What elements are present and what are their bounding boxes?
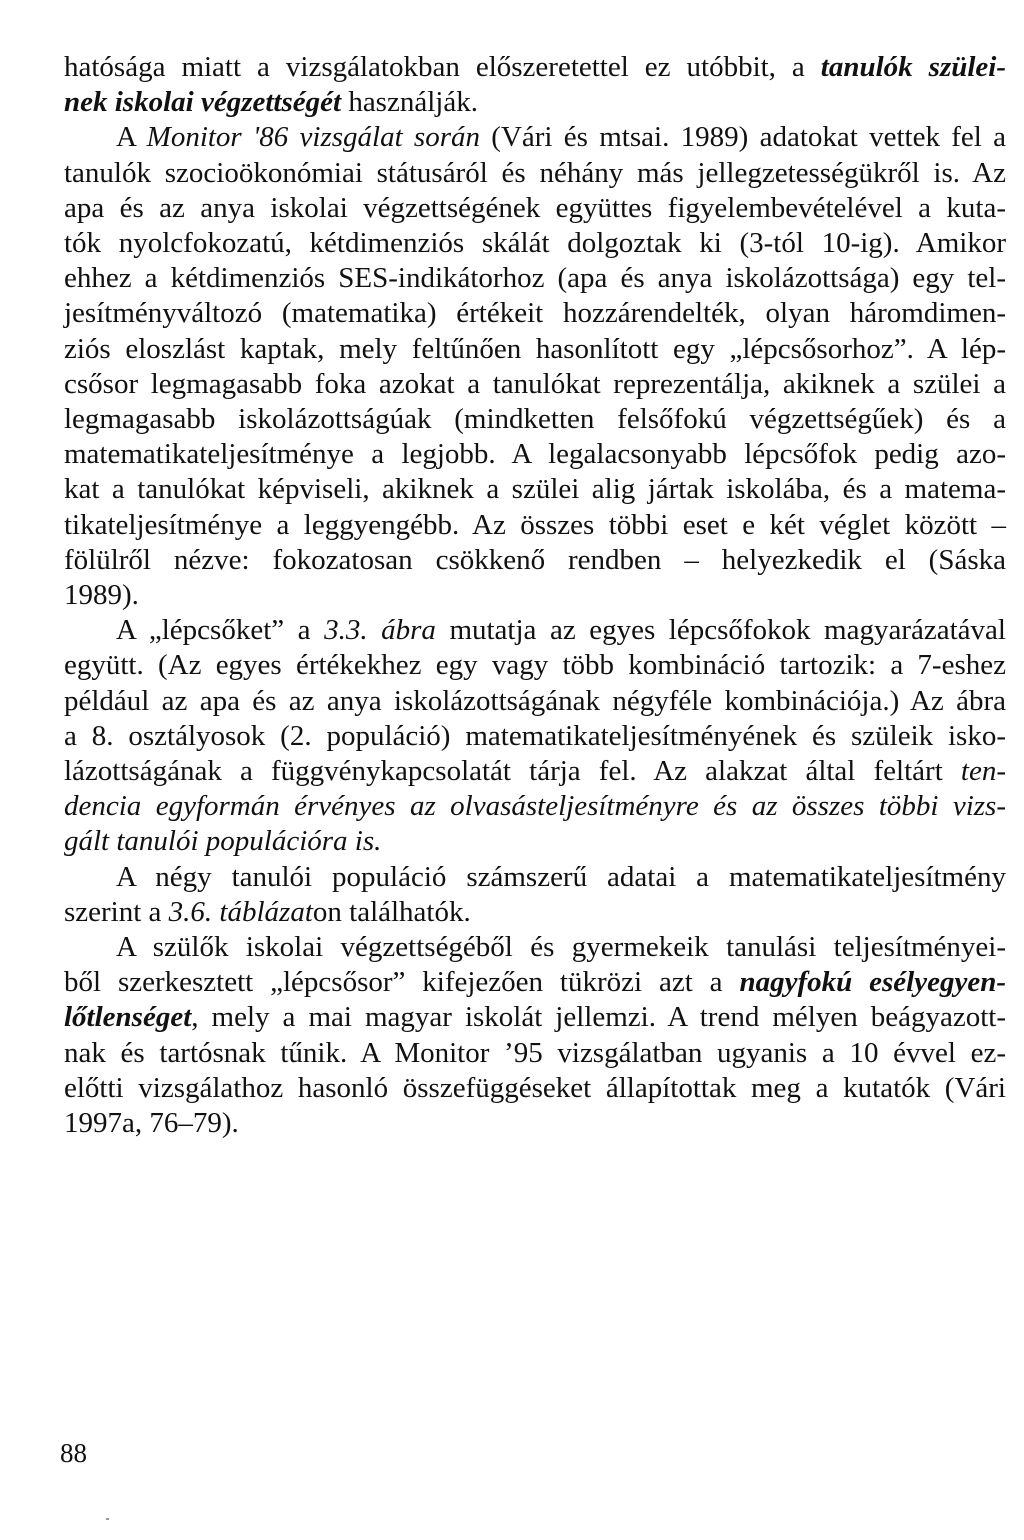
text-run: matematikateljesítménye a legjobb. A legalacsonyabb lépcsőfok pedig azo- — [64, 438, 1006, 471]
text-line — [64, 508, 1006, 543]
page-number: 88 — [60, 1438, 87, 1468]
text-run: jesítményváltozó (matematika) értékeit hozzárendelték, olyan háromdimen- — [64, 297, 1006, 330]
text-run: együtt. (Az egyes értékekhez egy vagy több kombináció tartozik: a 7-eshez — [64, 649, 1006, 682]
text-run: A — [116, 121, 147, 154]
text-run: tók nyolcfokozatú, kétdimenziós skálát dolgoztak ki (3-tól 10-ig). Amikor — [64, 227, 1006, 260]
text-line — [64, 789, 1006, 824]
text-run: mutatja az egyes lépcsőfokok magyarázatával — [435, 614, 1006, 647]
text-line — [64, 1036, 1006, 1071]
text-run: A négy tanulói populáció számszerű adatai a matematikateljesítmény — [116, 860, 1006, 893]
text-run: 1989). — [64, 579, 139, 612]
italic-emphasis: 3.3. ábra — [324, 614, 436, 647]
text-run: , mely a mai magyar iskolát jellemzi. A trend mélyen beágyazott- — [191, 1001, 1006, 1034]
text-run: használják. — [341, 86, 478, 119]
text-line — [64, 578, 1006, 613]
text-line — [64, 930, 1006, 965]
text-line — [64, 402, 1006, 437]
text-line — [64, 226, 1006, 261]
text-line — [64, 684, 1006, 719]
text-run: fölülről nézve: fokozatosan csökkenő rendben – helyezkedik el (Sáska — [64, 543, 1006, 576]
text-line — [64, 296, 1006, 331]
italic-emphasis: ten- — [960, 755, 1006, 788]
text-line — [64, 261, 1006, 296]
scan-speck — [106, 1518, 109, 1520]
text-run: szerint a — [64, 895, 169, 928]
text-line — [64, 754, 1006, 789]
text-line — [64, 824, 1006, 859]
text-run: tikateljesítménye a leggyengébb. Az összes többi eset e két véglet között – — [64, 508, 1006, 541]
text-run: legmagasabb iskolázottságúak (mindketten felsőfokú végzettségűek) és a — [64, 403, 1006, 436]
text-run: 1997a, 76–79). — [64, 1107, 239, 1140]
text-line — [64, 1106, 1006, 1141]
text-run: lázottságának a függvénykapcsolatát tárja fel. Az alakzat által feltárt — [64, 755, 961, 788]
text-run: (Vári és mtsai. 1989) adatokat vettek fel a — [480, 121, 1007, 154]
text-run: nak és tartósnak tűnik. A Monitor ’95 vizsgálatban ugyanis a 10 évvel ez- — [64, 1036, 1006, 1069]
bold-italic-emphasis: nagyfokú esélyegyen- — [739, 966, 1006, 999]
text-run: A szülők iskolai végzettségéből és gyermekeik tanulási teljesítményei- — [116, 931, 1006, 964]
bold-italic-emphasis: tanulók szülei- — [820, 51, 1007, 83]
text-line — [64, 965, 1006, 1000]
text-line — [64, 437, 1006, 472]
text-line — [64, 85, 1006, 120]
text-run: A „lépcsőket” a — [116, 614, 325, 647]
text-line — [64, 472, 1006, 507]
italic-emphasis: 3.6. táblázat — [168, 895, 313, 928]
text-run: hatósága miatt a vizsgálatokban előszeretettel ez utóbbit, a — [64, 51, 821, 83]
text-run: ehhez a kétdimenziós SES-indikátorhoz (apa és anya iskolázottsága) egy tel- — [64, 262, 1006, 295]
text-run: apa és az anya iskolai végzettségének együttes figyelembevételével a kuta- — [64, 191, 1006, 224]
bold-italic-emphasis: lőtlenséget — [64, 1001, 192, 1034]
text-run: kat a tanulókat képviseli, akiknek a szülei alig jártak iskolába, és a matema- — [64, 473, 1006, 506]
text-line — [64, 1000, 1006, 1035]
text-line — [64, 719, 1006, 754]
text-line — [64, 613, 1006, 648]
text-run: csősor legmagasabb foka azokat a tanulókat reprezentálja, akiknek a szülei a — [64, 367, 1006, 400]
text-line — [64, 1071, 1006, 1106]
italic-emphasis: Monitor '86 vizsgálat során — [146, 121, 480, 154]
bold-italic-emphasis: nek iskolai végzettségét — [64, 86, 342, 119]
text-line — [64, 156, 1006, 191]
text-line — [64, 50, 1006, 85]
text-run: on találhatók. — [312, 895, 471, 928]
italic-emphasis: gált tanulói populációra is. — [64, 825, 382, 858]
text-line — [64, 648, 1006, 683]
text-line — [64, 860, 1006, 895]
text-run: tanulók szocioökonómiai státusáról és néhány más jellegzetességükről is. Az — [64, 156, 1006, 189]
text-run: ből szerkesztett „lépcsősor” kifejezően tükrözi azt a — [64, 966, 740, 999]
text-line — [64, 367, 1006, 402]
text-run: előtti vizsgálathoz hasonló összefüggéseket állapítottak meg a kutatók (Vári — [64, 1071, 1006, 1104]
text-line — [64, 191, 1006, 226]
text-line — [64, 120, 1006, 155]
text-line — [64, 332, 1006, 367]
italic-emphasis: dencia egyformán érvényes az olvasásteljesítményre és az összes többi vizs- — [64, 790, 1006, 823]
text-line — [64, 895, 1006, 930]
body-text — [64, 50, 1006, 1141]
text-run: például az apa és az anya iskolázottságának négyféle kombinációja.) Az ábra — [64, 684, 1006, 717]
text-run: a 8. osztályosok (2. populáció) matematikateljesítményének és szüleik isko- — [64, 719, 1006, 752]
text-line — [64, 543, 1006, 578]
text-run: ziós eloszlást kaptak, mely feltűnően hasonlított egy „lépcsősorhoz”. A lép- — [64, 332, 1006, 365]
